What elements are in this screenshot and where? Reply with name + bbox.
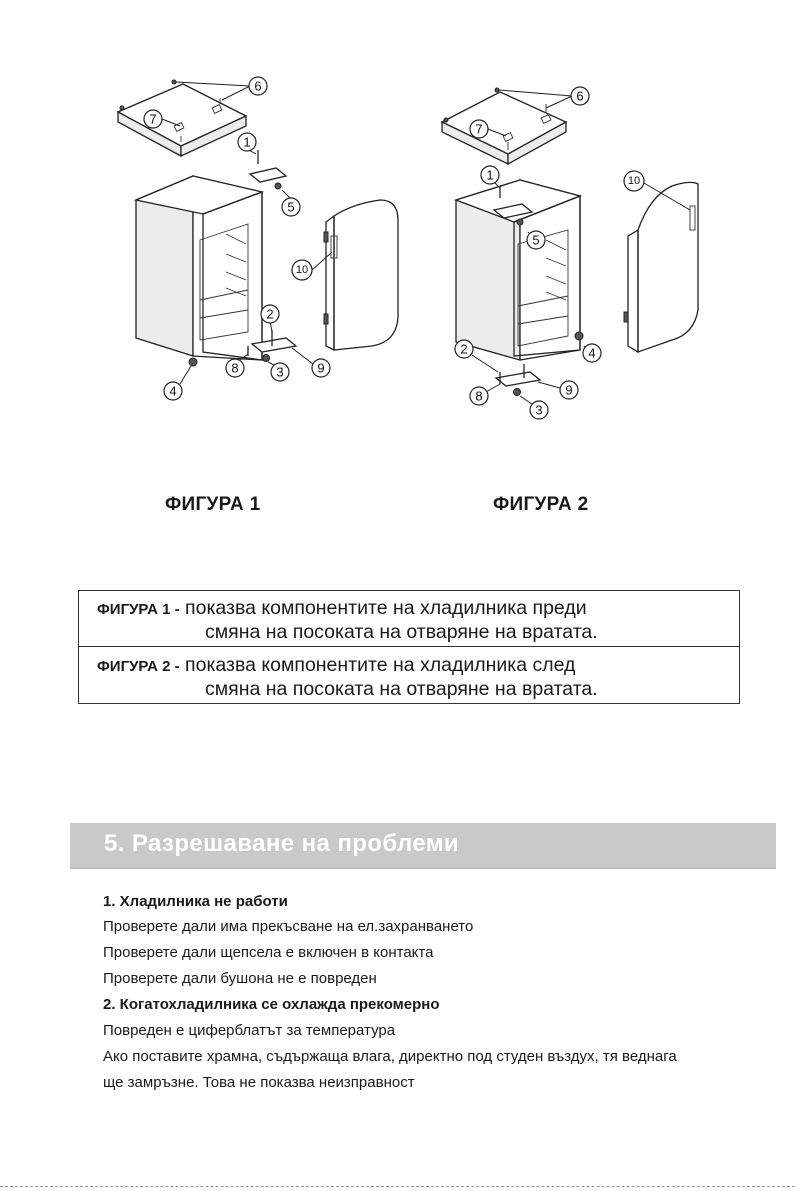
svg-text:3: 3 [276,364,284,380]
svg-text:9: 9 [565,382,573,398]
figure-2-diagram [0,0,795,440]
legend-row-figure-2 [79,648,739,704]
svg-text:1: 1 [486,167,494,183]
figure-1-label: ФИГУРА 1 [165,494,261,515]
legend-text-line-2: смяна на посоката на отваряне на вратата. [205,621,598,643]
callout-1 [481,166,500,188]
svg-text:1: 1 [243,134,251,150]
svg-text:5: 5 [287,199,295,215]
check-item: ще замръзне. Това не показва неизправност [103,1074,415,1091]
check-item: Повреден е циферблатът за температура [103,1022,396,1039]
problem-heading: 2. Когатохладилника се охлажда прекомерно [103,996,440,1013]
svg-text:10: 10 [627,175,641,187]
figure-2-label: ФИГУРА 2 [493,494,589,515]
callout-3 [520,396,548,419]
check-item: Проверете дали бушона не е повреден [103,970,377,987]
svg-text:8: 8 [231,360,239,376]
check-item: Ако поставите храмна, съдържаща влага, директно под студен въздух, тя веднага [103,1048,677,1065]
svg-text:4: 4 [169,383,177,399]
svg-text:7: 7 [475,121,483,137]
svg-text:6: 6 [254,78,262,94]
check-item: Проверете дали има прекъсване на ел.захранването [103,918,474,935]
svg-text:8: 8 [475,388,483,404]
svg-text:4: 4 [588,345,596,361]
bottom-hinge [496,364,540,396]
section-header [70,823,776,869]
callout-8 [470,384,500,405]
legend-key: ФИГУРА 2 - [97,658,180,675]
check-item: Проверете дали щепсела е включен в контакта [103,944,434,961]
callout-5 [527,231,545,249]
callout-9 [538,381,578,399]
top-cover [442,88,566,164]
svg-text:6: 6 [576,88,584,104]
section-title: 5. Разрешаване на проблеми [104,830,460,857]
page-bottom-rule [0,1186,795,1187]
figure-legend-table [78,590,740,704]
svg-text:2: 2 [460,341,468,357]
legend-text-line-2: смяна на посоката на отваряне на вратата. [205,678,598,700]
legend-text-line-1: показва компонентите на хладилника преди [185,597,587,619]
svg-text:9: 9 [317,360,325,376]
svg-text:5: 5 [532,232,540,248]
svg-text:3: 3 [535,402,543,418]
svg-text:2: 2 [266,306,274,322]
svg-text:10: 10 [295,264,309,276]
callout-4 [583,344,601,362]
svg-text:7: 7 [149,111,157,127]
problem-heading: 1. Хладилника не работи [103,893,288,910]
legend-row-figure-1 [79,591,739,647]
legend-key: ФИГУРА 1 - [97,601,180,618]
legend-text-line-1: показва компонентите на хладилника след [185,654,576,676]
